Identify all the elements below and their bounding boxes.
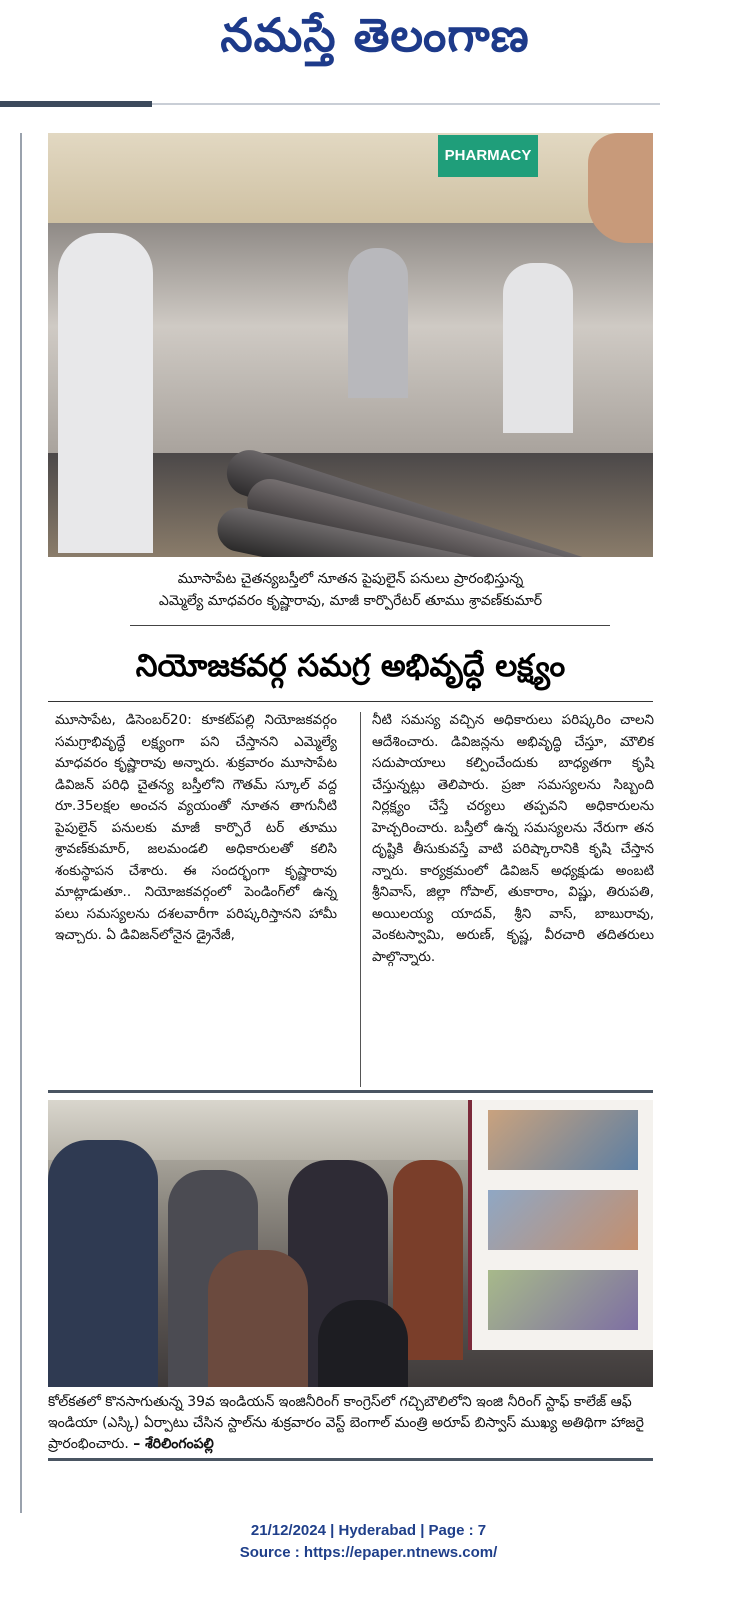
- masthead-rule-light: [152, 103, 660, 105]
- pipeline-inauguration-photo: [48, 133, 653, 557]
- photo1-caption: [48, 568, 653, 612]
- caption-rule: [130, 625, 610, 626]
- article-headline: నియోజకవర్గ సమగ్ర అభివృద్ధే లక్ష్యం: [135, 648, 566, 684]
- photo1-caption-line2: ఎమ్మెల్యే మాధవరం కృష్ణారావు, మాజీ కార్పొరేటర్ తూము శ్రావణ్‌కుమార్: [158, 593, 543, 609]
- masthead-title: నమస్తే తెలంగాణ: [220, 8, 530, 62]
- footer-source-line: Source : https://epaper.ntnews.com/: [239, 1544, 498, 1561]
- person-right: [503, 263, 573, 433]
- board-photo-3: [488, 1270, 638, 1330]
- article-body-right: నీటి సమస్య వచ్చిన అధికారులు పరిష్కరిం చాలని ఆదేశించారు. డివిజన్లను అభివృద్ధి చేస్తూ, మౌలిక సదుపాయాలు కల్పించేందుకు బాధ్యతగా కృషి చేస్తున్నట్లు తెలిపారు. ప్రజా సమస్యలను సిబ్బంది నిర్లక్ష్యం చేస్తే చర్యలు తప్పవని అధికారులను హెచ్చరించారు. బస్తీలో ఉన్న సమస్యలను నేరుగా తన దృష్టికి తీసుకువస్తే వాటి పరిష్కారానికి కృషి చేస్తాన న్నారు. కార్యక్రమంలో డివిజన్ అధ్యక్షుడు అంబటి శ్రీనివాస్, జిల్లా గోపాల్, తుకారాం, విష్ణు, తిరుపతి, అయిలయ్య యాదవ్, శ్రీని వాస్, బాబురావు, వెంకటస్వామి, అరుణ్, కృష్ణ, వీరచారి తదితరులు పాల్గొన్నారు.: [372, 712, 654, 965]
- pharmacy-sign: PHARMACY: [438, 135, 538, 177]
- photo1-caption-line1: మూసాపేట చైతన్యబస్తీలో నూతన పైపులైన్ పనులు ప్రారంభిస్తున్న: [177, 571, 524, 587]
- article-bottom-bar: [48, 1090, 653, 1093]
- person-left: [58, 233, 153, 553]
- photo2-caption: [48, 1392, 668, 1455]
- left-column-rule: [20, 133, 22, 1513]
- photo2-caption-credit: – శేరిలింగంపల్లి: [133, 1436, 214, 1452]
- person-center: [348, 248, 408, 398]
- caption-bottom-bar: [48, 1458, 653, 1461]
- masthead: [0, 0, 737, 100]
- board-photo-1: [488, 1110, 638, 1170]
- engineering-congress-photo: [48, 1100, 653, 1387]
- headline-rule: [48, 701, 653, 702]
- hand: [588, 133, 653, 243]
- person-foreground: [208, 1250, 308, 1387]
- person-suit-left: [48, 1140, 158, 1387]
- person-back-head: [318, 1300, 408, 1387]
- footer-date-line: 21/12/2024 | Hyderabad | Page : 7: [250, 1522, 487, 1539]
- masthead-rule-dark: [0, 101, 152, 107]
- board-photo-2: [488, 1190, 638, 1250]
- article-body-left: మూసాపేట, డిసెంబర్20: కూకట్‌పల్లి నియోజకవర్గం సమగ్రాభివృద్ధే లక్ష్యంగా పని చేస్తానని ఎమ్మెల్యే మాధవరం కృష్ణారావు అన్నారు. శుక్రవారం మూసాపేట డివిజన్ పరిధి చైతన్య బస్తీలోని గౌతమ్ స్కూల్ వద్ద రూ.35లక్షల అంచన వ్యయంతో నూతన తాగునీటి పైపులైన్ పనులకు మాజీ కార్పొరే టర్ తూము శ్రావణ్‌కుమార్, జలమండలి అధికారులతో కలిసి శంకుస్థాపన చేశారు. ఈ సందర్భంగా కృష్ణారావు మాట్లాడుతూ.. నియోజకవర్గంలో పెండింగ్‌లో ఉన్న పలు సమస్యలను దశలవారీగా పరిష్కరిస్తానని హామీ ఇచ్చారు. ఏ డివిజన్‌లోనైన డ్రైనేజీ,: [55, 712, 337, 943]
- photo2-caption-text: కోల్‌కతలో కొనసాగుతున్న 39వ ఇండియన్ ఇంజినీరింగ్ కాంగ్రెస్‌లో గచ్చిబౌలిలోని ఇంజి నీరింగ్ స్టాఫ్ కాలేజ్ ఆఫ్ ఇండియా (ఎస్కి) ఏర్పాటు చేసిన స్టాల్‌ను శుక్రవారం వెస్ట్ బెంగాల్ మంత్రి అరూప్ బిస్వాస్ ముఖ్య అతిథిగా హాజరై ప్రారంభించారు.: [48, 1394, 644, 1452]
- column-divider: [360, 712, 361, 1087]
